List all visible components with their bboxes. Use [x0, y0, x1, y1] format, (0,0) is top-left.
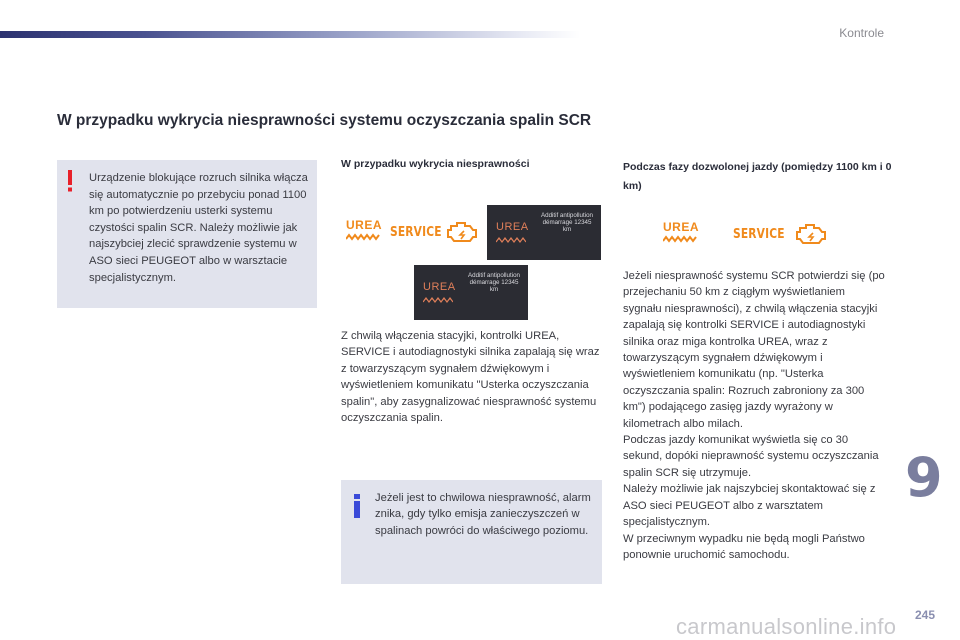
display-panel-a — [487, 205, 601, 260]
main-heading: W przypadku wykrycia niesprawności systemu oczyszczania spalin SCR — [57, 112, 592, 129]
display-urea-label: UREA — [496, 221, 529, 233]
display-message: Additif antipollution démarrage 12345 km — [541, 212, 593, 234]
page-number: 245 — [914, 608, 935, 622]
warning-text: Urządzenie blokujące rozruch silnika włącza się automatycznie po przebyciu ponad 1100 km po potwierdzeniu usterki systemu czystości spalin SCR. Należy możliwie jak najszybciej zlecić sprawdzenie systemu w ASO sieci PEUGEOT albo w warsztacie specjalistycznym. — [89, 172, 308, 284]
urea-indicator-label: UREA — [346, 218, 383, 232]
indicator-row-b — [663, 221, 828, 247]
watermark: carmanualsonline.info — [676, 614, 897, 639]
header-gradient-bar — [0, 31, 580, 38]
display-wave-icon — [423, 297, 453, 303]
indicator-row-a — [346, 219, 479, 245]
urea-indicator-label: UREA — [663, 220, 700, 234]
engine-check-icon — [794, 222, 828, 246]
column2-heading: W przypadku wykrycia niesprawności — [341, 158, 530, 170]
urea-indicator — [663, 221, 699, 247]
column3-heading: Podczas fazy dozwolonej jazdy (pomiędzy 1100 km i 0 km) — [623, 161, 892, 192]
display-message: Additif antipollution démarrage 12345 km — [468, 272, 520, 294]
service-indicator: SERVICE — [390, 224, 442, 240]
display-wave-icon — [496, 237, 526, 243]
display-panel-b — [414, 265, 528, 320]
urea-wave-icon — [663, 235, 697, 243]
column2-paragraph: Z chwilą włączenia stacyjki, kontrolki UREA, SERVICE i autodiagnostyki silnika zapalają się wraz z towarzyszącym sygnałem dźwiękowym i wyświetleniem komunikatu "Usterka oczyszczania spalin", aby zasygnalizować niesprawność systemu oczyszczania spalin. — [341, 330, 600, 425]
urea-indicator — [346, 219, 382, 245]
service-indicator: SERVICE — [733, 226, 785, 242]
display-urea-label: UREA — [423, 281, 456, 293]
exclamation-icon — [65, 170, 75, 192]
info-text: Jeżeli jest to chwilowa niesprawność, alarm znika, gdy tylko emisja zanieczyszczeń w spalinach powróci do właściwego poziomu. — [375, 492, 591, 537]
chapter-number: 9 — [905, 446, 943, 509]
section-title: Kontrole — [839, 26, 884, 40]
column3-paragraph: Jeżeli niesprawność systemu SCR potwierdzi się (po przejechaniu 50 km z ciągłym wyświetlaniem sygnału niesprawności), z chwilą włączenia stacyjki zapalają się kontrolki SERVICE i autodiagnostyki silnika oraz miga kontrolka UREA, wraz z towarzyszącym sygnałem dźwiękowym i wyświetleniem komunikatu (np. "Usterka oczyszczania spalin: Rozruch zabroniony za 300 km") podającego zasięg jazdy wyrażony w kilometrach albo milach. Podczas jazdy komunikat wyświetla się co 30 sekund, dopóki nieprawność systemu oczyszczania spalin SCR się utrzymuje. Należy możliwie jak najszybciej skontaktować się z ASO sieci PEUGEOT albo z warsztatem specjalistycznym. W przeciwnym wypadku nie będą mogli Państwo ponownie uruchomić samochodu. — [623, 270, 885, 561]
urea-wave-icon — [346, 233, 380, 241]
info-icon — [353, 494, 361, 518]
engine-check-icon — [445, 220, 479, 244]
